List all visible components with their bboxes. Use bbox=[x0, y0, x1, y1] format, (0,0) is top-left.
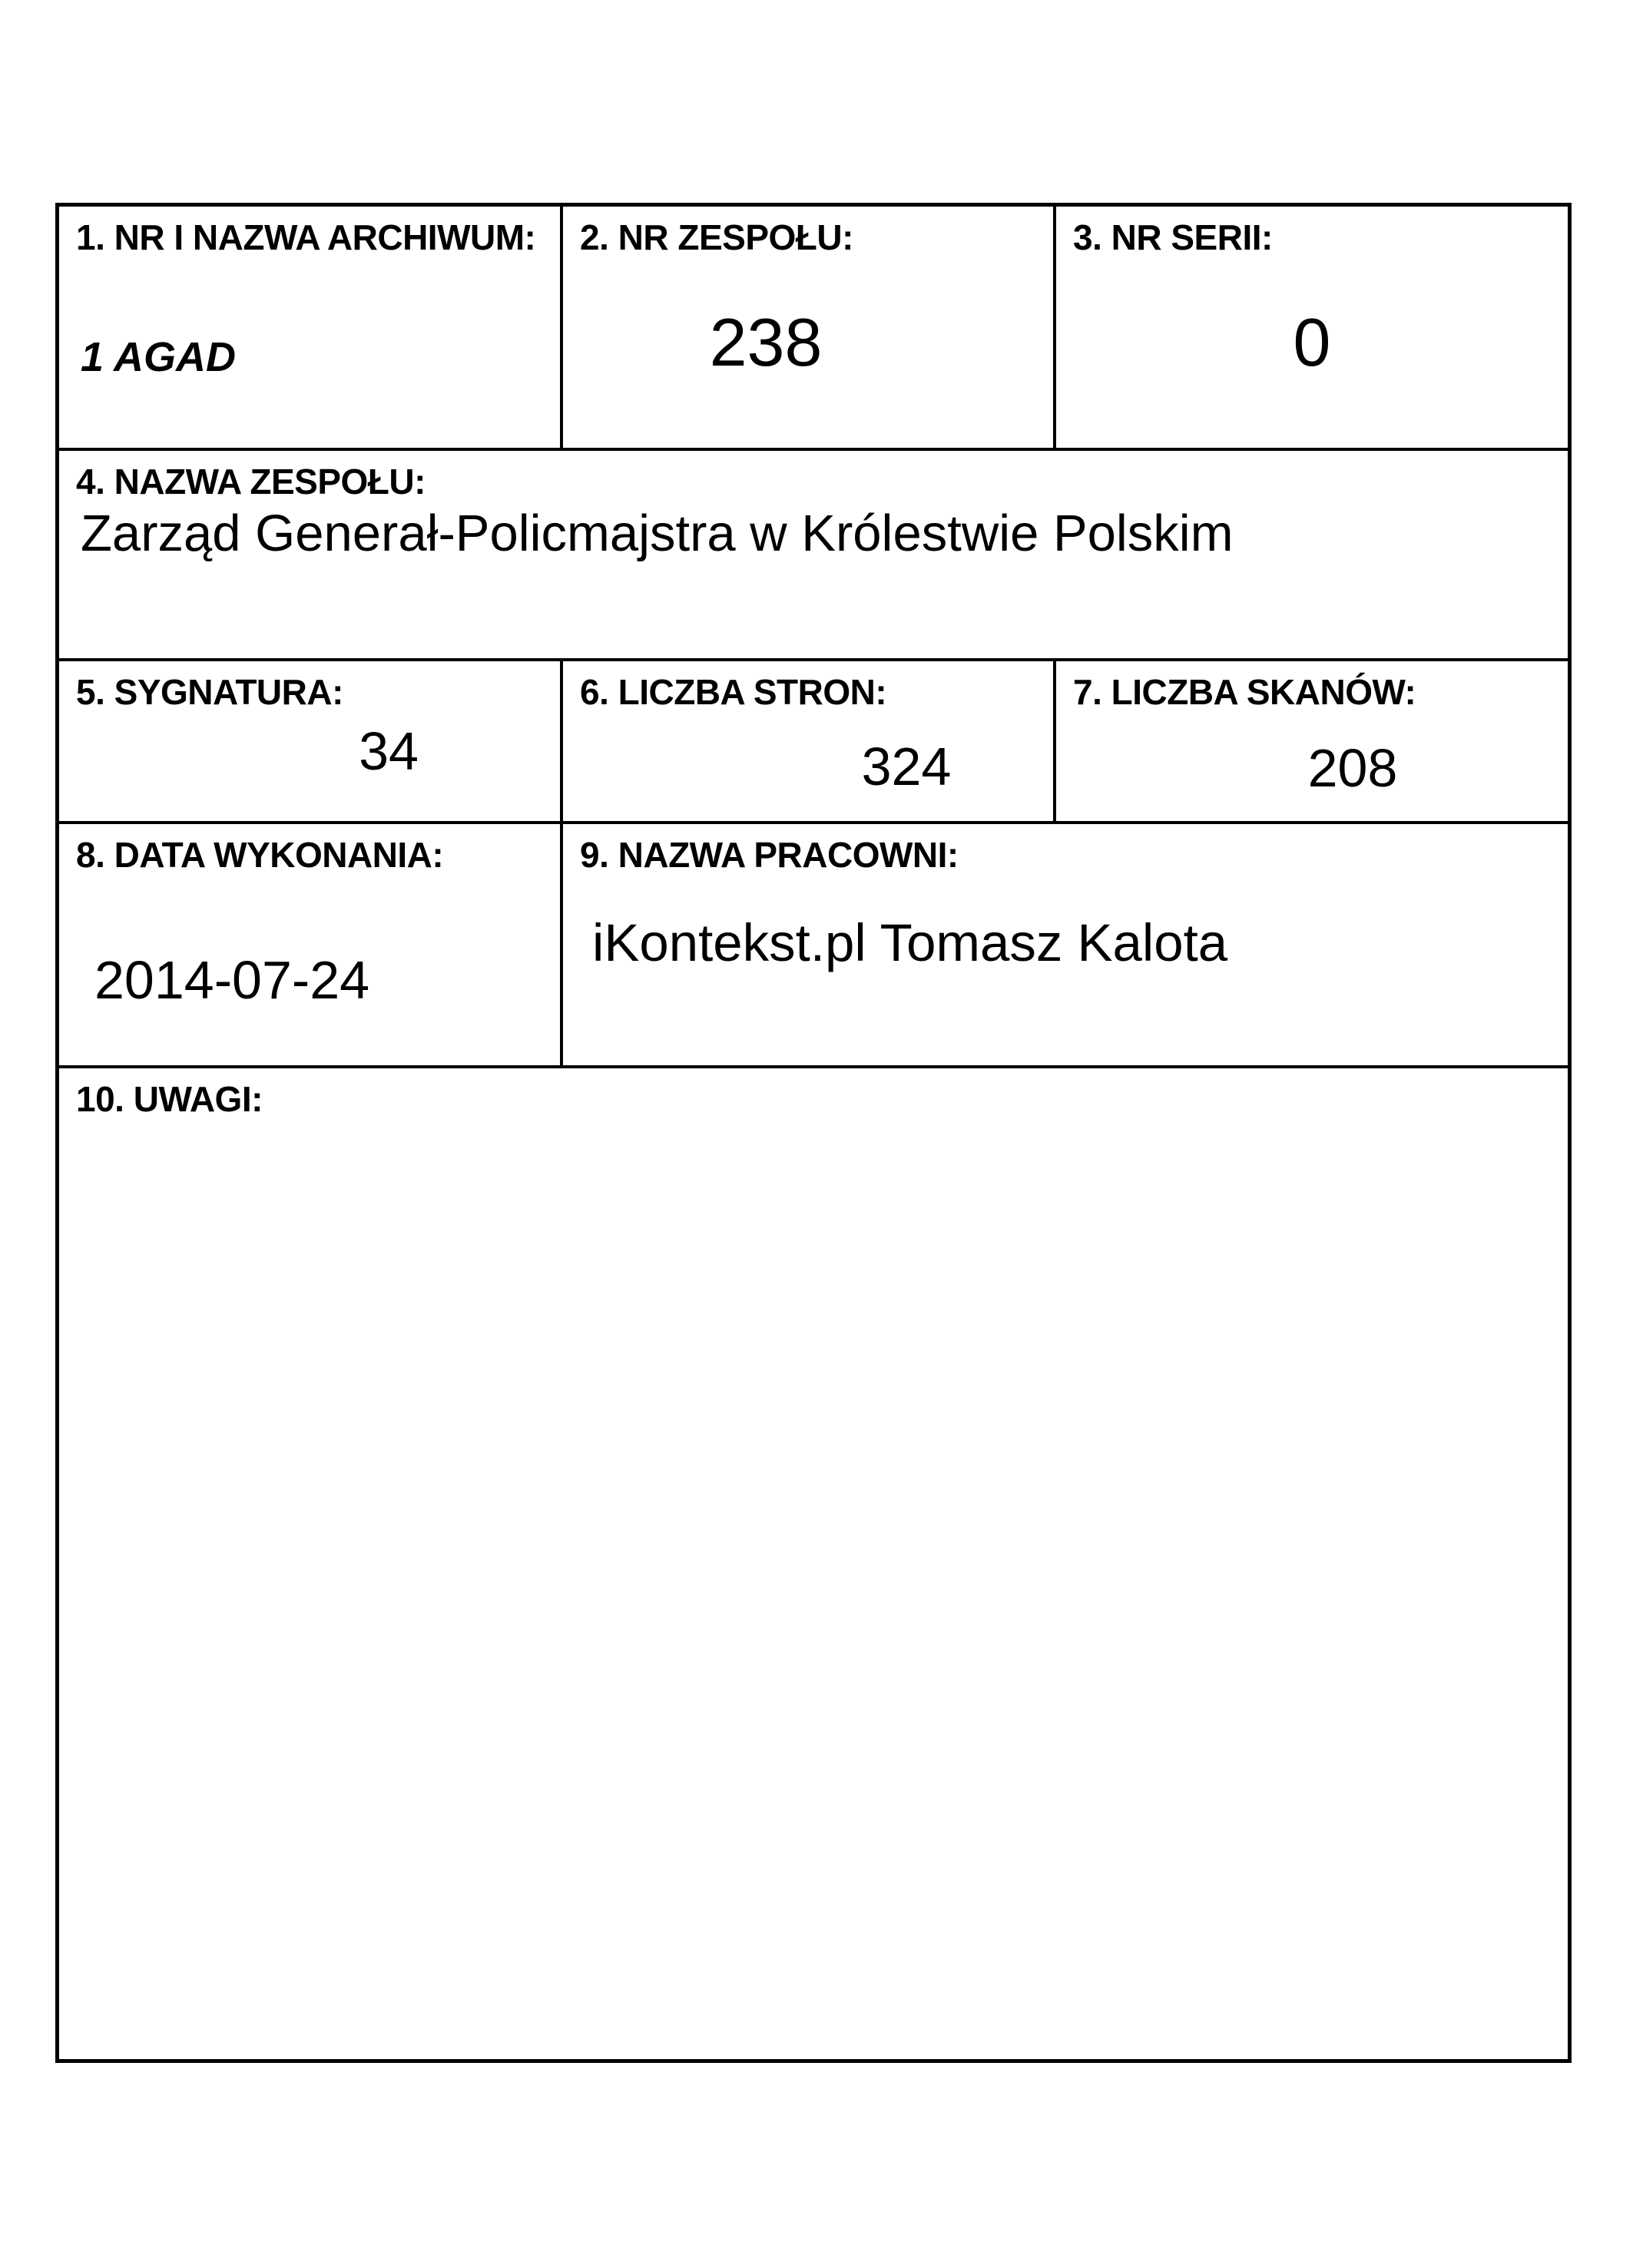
field-5-value: 34 bbox=[359, 720, 419, 781]
field-9-cell bbox=[563, 824, 1568, 1068]
field-3-label: 3. NR SERII: bbox=[1073, 217, 1273, 257]
field-7-label: 7. LICZBA SKANÓW: bbox=[1073, 672, 1416, 712]
field-1-value: 1 AGAD bbox=[81, 333, 237, 380]
field-10-label: 10. UWAGI: bbox=[76, 1079, 263, 1119]
field-3-cell bbox=[1056, 207, 1568, 451]
field-4-label: 4. NAZWA ZESPOŁU: bbox=[76, 462, 426, 502]
field-1-cell bbox=[59, 207, 563, 451]
field-5-label: 5. SYGNATURA: bbox=[76, 672, 343, 712]
field-6-value: 324 bbox=[861, 736, 952, 796]
field-9-label: 9. NAZWA PRACOWNI: bbox=[580, 835, 959, 875]
field-4-value: Zarząd Generał-Policmajstra w Królestwie Polskim bbox=[81, 504, 1234, 562]
field-7-value: 208 bbox=[1307, 737, 1398, 798]
field-4-cell bbox=[59, 451, 1568, 661]
field-8-label: 8. DATA WYKONANIA: bbox=[76, 835, 444, 875]
field-8-value: 2014-07-24 bbox=[94, 949, 370, 1010]
field-5-cell bbox=[59, 661, 563, 824]
field-6-label: 6. LICZBA STRON: bbox=[580, 672, 887, 712]
field-10-cell bbox=[59, 1068, 1568, 2059]
field-1-label: 1. NR I NAZWA ARCHIWUM: bbox=[76, 217, 536, 257]
field-3-value: 0 bbox=[1293, 303, 1331, 380]
form-table bbox=[55, 203, 1572, 2063]
field-6-cell bbox=[563, 661, 1056, 824]
field-9-value: iKontekst.pl Tomasz Kalota bbox=[592, 912, 1228, 972]
field-2-label: 2. NR ZESPOŁU: bbox=[580, 217, 853, 257]
field-2-cell bbox=[563, 207, 1056, 451]
field-8-cell bbox=[59, 824, 563, 1068]
field-2-value: 238 bbox=[709, 303, 823, 380]
field-7-cell bbox=[1056, 661, 1568, 824]
